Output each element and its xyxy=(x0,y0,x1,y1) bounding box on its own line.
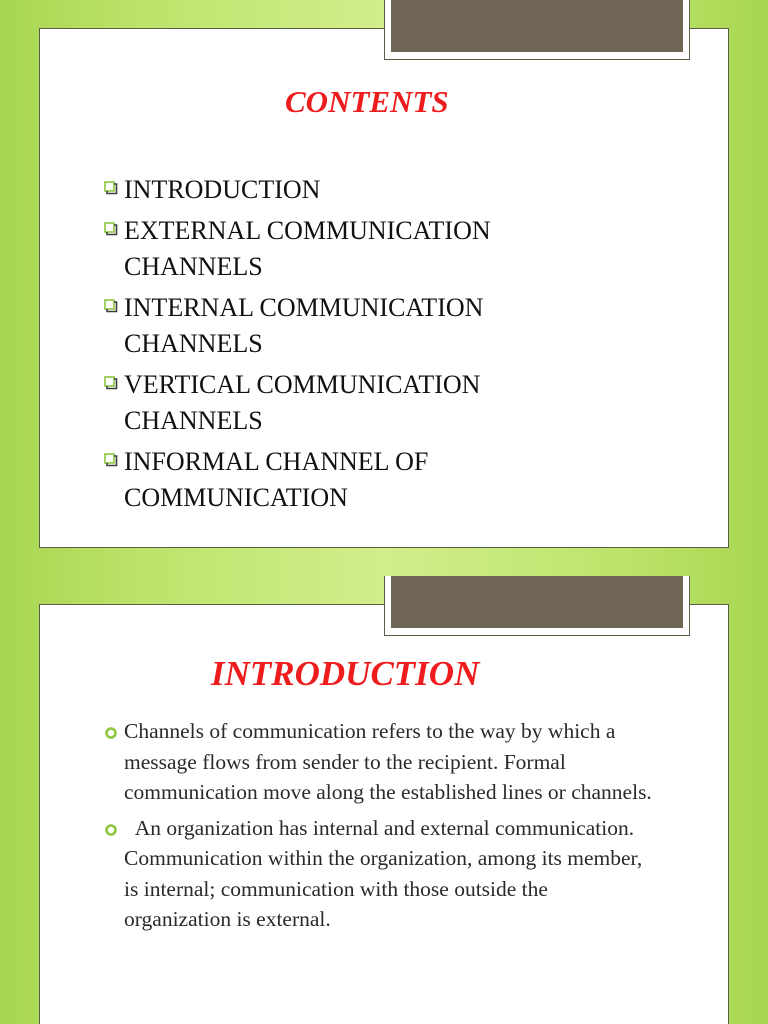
list-item xyxy=(104,716,659,808)
contents-item-text: VERTICAL COMMUNICATION CHANNELS xyxy=(124,370,481,435)
ring-bullet-icon xyxy=(104,726,118,740)
square-bullet-icon xyxy=(104,453,118,467)
list-item xyxy=(104,813,659,935)
title-tab-fill xyxy=(391,0,683,52)
list-item xyxy=(104,213,624,285)
introduction-item-text: Channels of communication refers to the way by which a message flows from sender to the recipient. Formal communication move along the established lines or channels. xyxy=(124,719,652,804)
square-bullet-icon xyxy=(104,299,118,313)
square-bullet-icon xyxy=(104,222,118,236)
contents-item-text: INTRODUCTION xyxy=(124,175,321,204)
list-item xyxy=(104,444,624,516)
contents-title: CONTENTS xyxy=(285,84,449,119)
contents-item-text: INTERNAL COMMUNICATION CHANNELS xyxy=(124,293,484,358)
contents-item-text: INFORMAL CHANNEL OF COMMUNICATION xyxy=(124,447,429,512)
introduction-item-text: An organization has internal and external communication. Communication within the organization, among its member, is internal; communication with those outside the organization is external. xyxy=(124,815,648,931)
contents-list xyxy=(104,172,624,521)
list-item xyxy=(104,290,624,362)
list-item xyxy=(104,367,624,439)
square-bullet-icon xyxy=(104,376,118,390)
ring-bullet-icon xyxy=(104,823,118,837)
title-tab xyxy=(384,0,690,60)
title-tab xyxy=(384,576,690,636)
list-item xyxy=(104,172,624,208)
square-bullet-icon xyxy=(104,181,118,195)
title-tab-fill xyxy=(391,576,683,628)
introduction-title: INTRODUCTION xyxy=(211,654,480,693)
contents-item-text: EXTERNAL COMMUNICATION CHANNELS xyxy=(124,216,491,281)
introduction-list xyxy=(104,716,659,940)
